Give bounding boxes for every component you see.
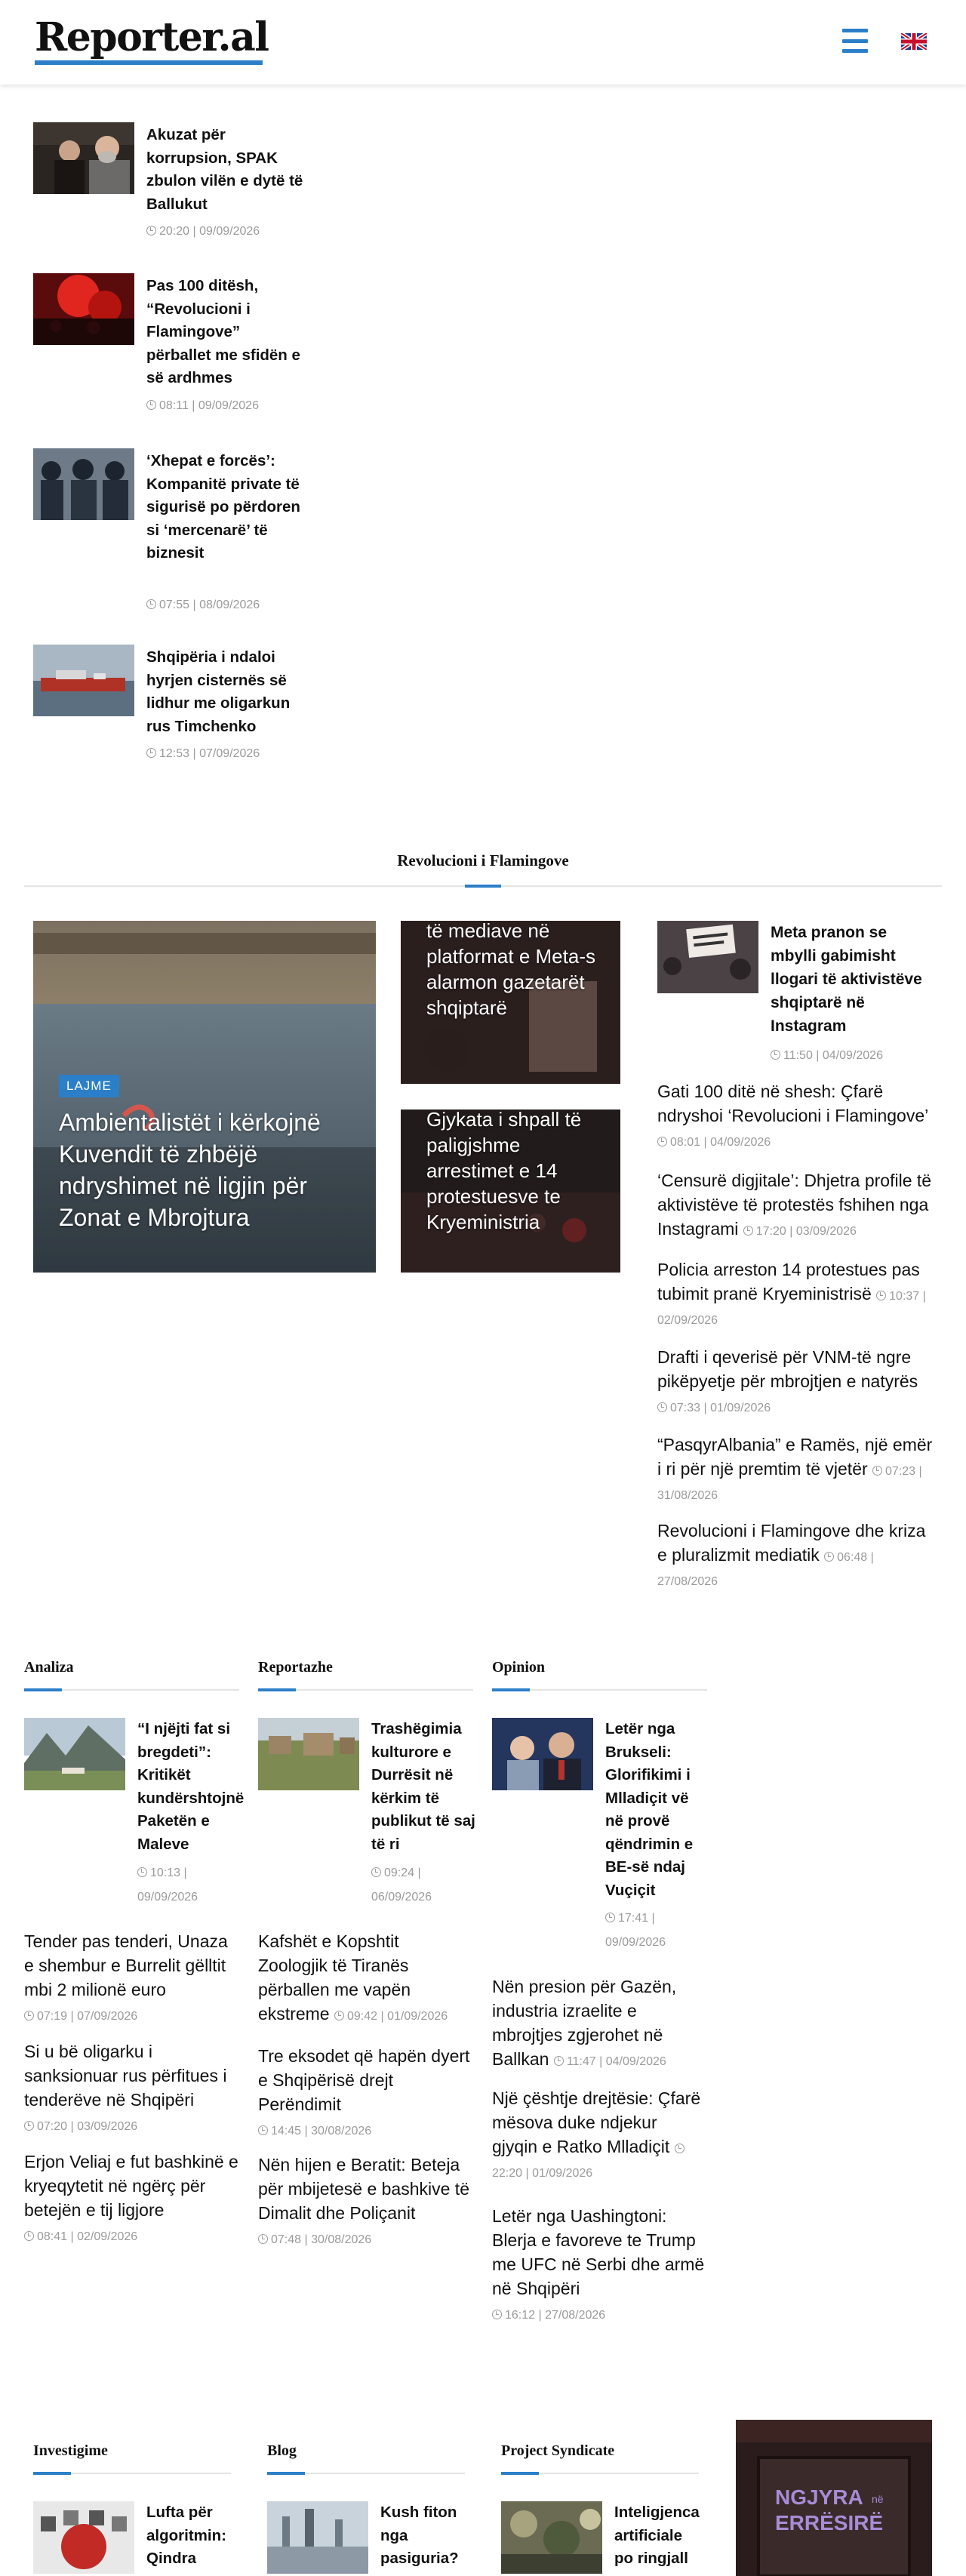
article-meta (492, 2309, 605, 2322)
column-heading-analiza[interactable]: Analiza (24, 1659, 74, 1676)
ad-text-line1: NGJYRA (775, 2485, 863, 2509)
article-title[interactable]: “I njëjti fat si bregdeti”: Kritikët kundërshtojnë Paketën e Maleve (137, 1720, 245, 1853)
article-date: 07:19 | 07/09/2026 (37, 2010, 138, 2023)
article-title[interactable]: “PasqyrAlbania” e Ramës, një emër i ri për një premtim të vjetër (657, 1435, 933, 1479)
column-accent-bar (492, 1688, 530, 1691)
clock-icon (771, 1050, 780, 1060)
article-date: 11:50 | 04/09/2026 (783, 1049, 883, 1062)
article-title[interactable]: Tre eksodet që hapën dyert e Shqipërisë drejt Perëndimit (258, 2046, 470, 2114)
clock-icon (554, 2056, 564, 2066)
clock-icon (24, 2231, 34, 2241)
clock-icon (258, 2125, 268, 2135)
article-date: 11:47 | 04/09/2026 (566, 2055, 666, 2068)
article-date: 07:23 | 31/08/2026 (657, 1465, 922, 1502)
article-title[interactable]: Si u bë oligarku i sanksionuar rus përfitues i tenderëve në Shqipëri (24, 2042, 227, 2110)
clock-icon (146, 599, 156, 609)
clock-icon (334, 2011, 344, 2020)
list-item[interactable] (258, 2153, 473, 2249)
list-item[interactable] (258, 1929, 473, 2026)
article-meta (657, 1136, 771, 1149)
article-meta (371, 1861, 469, 1910)
ad-text-small: në (872, 2493, 884, 2505)
article-title[interactable]: Inteligjenca artificiale po ringjall (614, 2504, 700, 2567)
article-title[interactable]: Kafshët e Kopshtit Zoologjik të Tiranës përballen me vapën ekstreme (258, 1931, 411, 2024)
article-date: 07:33 | 01/09/2026 (670, 1402, 771, 1414)
article-title[interactable]: Policia arreston 14 protestues pas tubimit pranë Kryeministrisë (657, 1260, 920, 1303)
logo-underline (35, 60, 263, 65)
article-date: 20:20 | 09/09/2026 (159, 225, 260, 238)
article-title[interactable]: Kush fiton nga pasiguria? (380, 2504, 459, 2567)
logo-text[interactable]: Reporter.al (35, 14, 269, 60)
column-accent-bar (24, 1688, 62, 1691)
article-title[interactable]: ‘Censurë digjitale’: Dhjetra profile të aktivistëve të protestës fshihen nga Instagrami (657, 1171, 932, 1239)
article-meta (334, 2010, 448, 2023)
list-item[interactable] (501, 2501, 716, 2576)
article-date: 07:20 | 03/09/2026 (37, 2120, 138, 2133)
article-date: 06:48 | 27/08/2026 (657, 1551, 874, 1588)
clock-icon (258, 2234, 268, 2244)
article-date: 17:41 | 09/09/2026 (605, 1912, 666, 1949)
article-date: 14:45 | 30/08/2026 (271, 2125, 372, 2137)
article-thumbnail[interactable] (258, 1718, 359, 1790)
article-date: 08:41 | 02/09/2026 (37, 2230, 138, 2243)
article-date: 17:20 | 03/09/2026 (755, 1225, 857, 1238)
list-item[interactable] (492, 2204, 707, 2325)
article-date: 08:11 | 09/09/2026 (159, 399, 259, 412)
article-date: 07:48 | 30/08/2026 (271, 2233, 372, 2246)
article-card-title[interactable]: Gjykata i shpall të paligjshme arrestimet e 14 protestuesve te Kryeministria (426, 1109, 582, 1233)
article-title[interactable]: Tender pas tenderi, Unaza e shembur e Burrelit gëlltit mbi 2 milionë euro (24, 1931, 228, 1999)
article-title[interactable]: Revolucioni i Flamingove dhe kriza e pluralizmit mediatik (657, 1521, 926, 1565)
list-item[interactable] (267, 2501, 482, 2576)
list-item[interactable] (657, 1257, 934, 1330)
clock-icon (24, 2121, 34, 2131)
article-date: 22:20 | 01/09/2026 (492, 2167, 593, 2180)
list-item[interactable] (657, 1433, 934, 1505)
article-meta (146, 223, 260, 240)
article-meta (771, 1048, 883, 1064)
list-item[interactable] (657, 1345, 934, 1417)
article-thumbnail[interactable] (33, 448, 134, 520)
article-meta (24, 2230, 137, 2243)
article-meta (258, 2233, 371, 2246)
article-title[interactable]: Letër nga Uashingtoni: Blerja e favoreve te Trump me UFC në Serbi dhe armë në Shqipëri (492, 2206, 705, 2298)
article-title[interactable]: Shqipëria i ndaloi hyrjen cisternës së lidhur me oligarkun rus Timchenko (146, 648, 291, 735)
article-meta (146, 746, 260, 762)
column-heading-opinion[interactable]: Opinion (492, 1659, 546, 1676)
article-date: 09:24 | 06/09/2026 (371, 1867, 432, 1904)
column-accent-bar (33, 2472, 71, 2475)
article-meta (24, 2010, 137, 2023)
article-title[interactable]: Nën hijen e Beratit: Beteja për mbijetesë e bashkive të Dimalit dhe Poliçanit (258, 2155, 469, 2223)
list-item[interactable] (24, 2039, 239, 2136)
article-meta (146, 398, 259, 414)
article-thumbnail[interactable] (24, 1718, 125, 1790)
article-date: 16:12 | 27/08/2026 (505, 2309, 606, 2322)
article-thumbnail[interactable] (33, 122, 134, 194)
article-card[interactable] (401, 1109, 620, 1273)
clock-icon (657, 1137, 667, 1146)
article-title[interactable]: Gati 100 ditë në shesh: Çfarë ndryshoi ‘Revolucioni i Flamingove’ (657, 1082, 928, 1125)
clock-icon (24, 2011, 34, 2020)
ad-image (736, 2420, 932, 2576)
clock-icon (492, 2310, 502, 2319)
article-thumbnail[interactable] (657, 921, 758, 993)
article-card-title[interactable]: të mediave në platformat e Meta-s alarmon gazetarët shqiptarë (426, 921, 595, 1019)
article-title[interactable]: Akuzat për korrupsion, SPAK zbulon vilën e dytë të Ballukut (146, 126, 303, 213)
article-meta (605, 1907, 703, 1955)
list-item[interactable] (24, 1929, 239, 2026)
column-accent-bar (267, 2472, 305, 2475)
clock-icon (675, 2144, 685, 2153)
clock-icon (872, 1466, 882, 1476)
clock-icon (146, 748, 156, 758)
article-thumbnail[interactable] (33, 645, 134, 716)
column-heading-blog[interactable]: Blog (267, 2442, 297, 2459)
category-label[interactable]: LAJME (59, 1075, 119, 1097)
article-title[interactable]: Pas 100 ditësh, “Revolucioni i Flamingove” përballet me sfidën e së ardhmes (146, 277, 300, 386)
article-date: 12:53 | 07/09/2026 (159, 747, 260, 760)
list-item[interactable] (492, 1974, 707, 2071)
article-title[interactable]: Trashëgimia kulturore e Durrësit në kërkim të publikut të saj të ri (371, 1720, 475, 1853)
featured-article-title[interactable]: Ambientalistët i kërkojnë Kuvendit të zhbëjë ndryshimet në ligjin për Zonat e Mbrojtura (59, 1109, 321, 1231)
article-meta (146, 597, 260, 614)
article-title[interactable]: Meta pranon se mbylli gabimisht llogari të aktivistëve shqiptarë në Instagram (771, 924, 922, 1035)
clock-icon (146, 226, 156, 235)
section-heading-flamingo[interactable]: Revolucioni i Flamingove (397, 851, 569, 869)
article-title[interactable]: Letër nga Brukseli: Glorifikimi i Mlladiçit vë në provë qëndrimin e BE-së ndaj Vuçiçit (605, 1720, 694, 1899)
clock-icon (657, 1402, 667, 1412)
article-meta (24, 2120, 137, 2133)
column-accent-bar (258, 1688, 296, 1691)
article-thumbnail[interactable] (267, 2501, 368, 2574)
article-thumbnail[interactable] (501, 2501, 602, 2574)
article-title[interactable]: Lufta për algoritmin: Qindra (146, 2504, 226, 2567)
article-date: 08:01 | 04/09/2026 (670, 1136, 771, 1149)
clock-icon (146, 400, 156, 410)
clock-icon (743, 1226, 753, 1236)
list-item[interactable] (657, 1168, 934, 1241)
list-item[interactable] (657, 921, 934, 1069)
section-accent-bar (465, 885, 501, 888)
list-item[interactable] (258, 2044, 473, 2141)
article-meta (137, 1861, 235, 1910)
article-thumbnail[interactable] (33, 2501, 134, 2574)
clock-icon (824, 1552, 834, 1562)
article-title[interactable]: Nën presion për Gazën, industria izraelite e mbrojtjes zgjerohet në Ballkan (492, 1977, 677, 2069)
list-item[interactable] (492, 2086, 707, 2183)
article-date: 07:55 | 08/09/2026 (159, 599, 260, 611)
article-thumbnail[interactable] (492, 1718, 593, 1790)
clock-icon (605, 1913, 615, 1922)
column-heading-reportazhe[interactable]: Reportazhe (258, 1659, 333, 1676)
article-title[interactable]: Drafti i qeverisë për VNM-të ngre pikëpyetje për mbrojtjen e natyrës (657, 1347, 918, 1391)
clock-icon (137, 1867, 147, 1877)
hamburger-menu-icon[interactable] (842, 29, 868, 53)
list-item[interactable] (657, 1519, 934, 1591)
article-title[interactable]: Një çështje drejtësie: Çfarë mësova duke ndjekur gjyqin e Ratko Mlladiçit (492, 2088, 701, 2156)
list-item[interactable] (657, 1079, 934, 1152)
article-meta (554, 2055, 666, 2068)
column-heading-project-syndicate[interactable]: Project Syndicate (501, 2442, 615, 2459)
column-accent-bar (501, 2472, 539, 2475)
clock-icon (876, 1291, 886, 1300)
list-item[interactable] (33, 2501, 248, 2576)
article-date: 10:37 | 02/09/2026 (657, 1290, 926, 1327)
featured-article-card[interactable] (33, 921, 376, 1273)
list-item[interactable] (24, 2150, 239, 2246)
sidebar-ad[interactable] (736, 2420, 932, 2576)
ad-text-line2: ERRËSIRË (775, 2511, 884, 2534)
article-title[interactable]: Erjon Veliaj e fut bashkinë e kryeqytetit në ngërç për betejën e tij ligjore (24, 2152, 238, 2220)
article-meta (743, 1225, 857, 1238)
uk-flag-icon[interactable] (901, 33, 927, 50)
clock-icon (371, 1867, 381, 1877)
article-meta (258, 2125, 371, 2137)
site-logo[interactable] (35, 14, 269, 66)
article-thumbnail[interactable] (33, 273, 134, 345)
site-header (0, 0, 966, 85)
article-date: 10:13 | 09/09/2026 (137, 1867, 198, 1904)
article-date: 09:42 | 01/09/2026 (346, 2010, 448, 2023)
article-card[interactable] (401, 921, 620, 1084)
article-meta (657, 1402, 771, 1414)
article-title[interactable]: ‘Xhepat e forcës’: Kompanitë private të sigurisë po përdoren si ‘mercenarë’ të biznesit (146, 452, 300, 562)
column-heading-investigime[interactable]: Investigime (33, 2442, 108, 2459)
